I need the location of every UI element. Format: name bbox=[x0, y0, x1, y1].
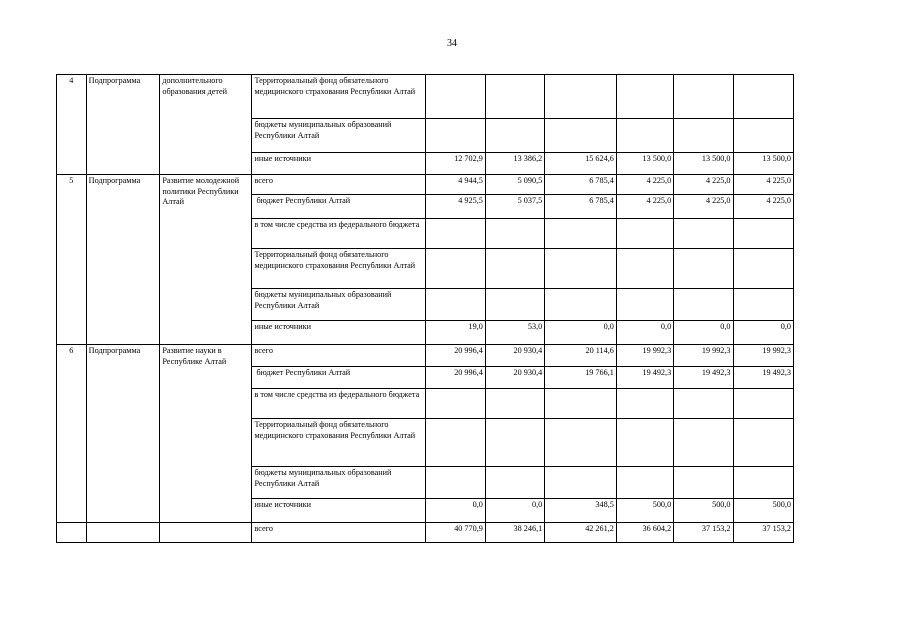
value-cell bbox=[616, 467, 673, 499]
value-cell bbox=[426, 419, 485, 467]
value-cell: 13 500,0 bbox=[674, 153, 733, 175]
value-cell: 4 944,5 bbox=[426, 175, 485, 195]
row-type bbox=[86, 523, 160, 543]
value-cell bbox=[674, 467, 733, 499]
source-label: иные источники bbox=[252, 321, 426, 345]
value-cell bbox=[674, 249, 733, 289]
source-label: бюджет Республики Алтай bbox=[252, 195, 426, 219]
value-cell: 20 930,4 bbox=[485, 345, 544, 367]
value-cell: 20 930,4 bbox=[485, 367, 544, 389]
value-cell bbox=[674, 389, 733, 419]
value-cell bbox=[616, 75, 673, 119]
value-cell: 19 492,3 bbox=[674, 367, 733, 389]
value-cell: 13 500,0 bbox=[616, 153, 673, 175]
value-cell bbox=[616, 249, 673, 289]
value-cell: 36 604,2 bbox=[616, 523, 673, 543]
value-cell: 500,0 bbox=[616, 499, 673, 523]
value-cell: 37 153,2 bbox=[733, 523, 793, 543]
value-cell: 19 992,3 bbox=[733, 345, 793, 367]
value-cell bbox=[733, 389, 793, 419]
value-cell bbox=[616, 419, 673, 467]
value-cell: 38 246,1 bbox=[485, 523, 544, 543]
page-number: 34 bbox=[447, 38, 457, 49]
subprogram-name bbox=[160, 523, 252, 543]
value-cell bbox=[485, 289, 544, 321]
value-cell: 13 386,2 bbox=[485, 153, 544, 175]
value-cell: 19 992,3 bbox=[616, 345, 673, 367]
value-cell bbox=[674, 75, 733, 119]
value-cell: 4 225,0 bbox=[674, 195, 733, 219]
value-cell: 4 225,0 bbox=[674, 175, 733, 195]
value-cell: 0,0 bbox=[545, 321, 617, 345]
subprogram-name: Развитие молодежной политики Республики Алтай bbox=[160, 175, 252, 345]
value-cell: 19 492,3 bbox=[733, 367, 793, 389]
value-cell bbox=[545, 119, 617, 153]
row-number: 6 bbox=[57, 345, 87, 523]
value-cell: 500,0 bbox=[733, 499, 793, 523]
source-label: бюджеты муниципальных образований Республики Алтай bbox=[252, 467, 426, 499]
value-cell bbox=[545, 289, 617, 321]
value-cell: 348,5 bbox=[545, 499, 617, 523]
value-cell: 19,0 bbox=[426, 321, 485, 345]
source-label: иные источники bbox=[252, 153, 426, 175]
value-cell bbox=[545, 249, 617, 289]
value-cell: 12 702,9 bbox=[426, 153, 485, 175]
table-row bbox=[57, 345, 794, 367]
value-cell: 4 225,0 bbox=[616, 195, 673, 219]
row-type: Подпрограмма bbox=[86, 75, 160, 175]
value-cell: 20 996,4 bbox=[426, 345, 485, 367]
value-cell: 20 996,4 bbox=[426, 367, 485, 389]
value-cell: 40 770,9 bbox=[426, 523, 485, 543]
source-label: Территориальный фонд обязательного медицинского страхования Республики Алтай bbox=[252, 419, 426, 467]
value-cell: 0,0 bbox=[674, 321, 733, 345]
table-row bbox=[57, 75, 794, 119]
value-cell bbox=[733, 119, 793, 153]
value-cell bbox=[426, 219, 485, 249]
source-label: бюджеты муниципальных образований Республики Алтай bbox=[252, 119, 426, 153]
source-label: Территориальный фонд обязательного медицинского страхования Республики Алтай bbox=[252, 249, 426, 289]
value-cell bbox=[545, 75, 617, 119]
value-cell: 42 261,2 bbox=[545, 523, 617, 543]
value-cell bbox=[616, 119, 673, 153]
value-cell bbox=[674, 119, 733, 153]
value-cell bbox=[733, 219, 793, 249]
row-type: Подпрограмма bbox=[86, 175, 160, 345]
value-cell bbox=[616, 389, 673, 419]
value-cell: 4 225,0 bbox=[733, 175, 793, 195]
value-cell: 0,0 bbox=[733, 321, 793, 345]
value-cell bbox=[426, 75, 485, 119]
value-cell bbox=[674, 219, 733, 249]
value-cell bbox=[733, 419, 793, 467]
value-cell: 5 037,5 bbox=[485, 195, 544, 219]
value-cell bbox=[485, 75, 544, 119]
value-cell bbox=[485, 389, 544, 419]
value-cell: 4 225,0 bbox=[733, 195, 793, 219]
source-label: всего bbox=[252, 175, 426, 195]
value-cell bbox=[426, 389, 485, 419]
value-cell bbox=[426, 249, 485, 289]
value-cell: 0,0 bbox=[426, 499, 485, 523]
source-label: иные источники bbox=[252, 499, 426, 523]
row-type: Подпрограмма bbox=[86, 345, 160, 523]
value-cell: 37 153,2 bbox=[674, 523, 733, 543]
value-cell: 500,0 bbox=[674, 499, 733, 523]
value-cell bbox=[485, 467, 544, 499]
value-cell bbox=[426, 467, 485, 499]
value-cell: 0,0 bbox=[616, 321, 673, 345]
value-cell bbox=[616, 289, 673, 321]
value-cell: 0,0 bbox=[485, 499, 544, 523]
value-cell bbox=[485, 249, 544, 289]
value-cell bbox=[426, 119, 485, 153]
value-cell: 4 225,0 bbox=[616, 175, 673, 195]
value-cell bbox=[733, 249, 793, 289]
source-label: бюджеты муниципальных образований Республики Алтай bbox=[252, 289, 426, 321]
value-cell: 6 785,4 bbox=[545, 175, 617, 195]
value-cell bbox=[485, 419, 544, 467]
source-label: всего bbox=[252, 345, 426, 367]
value-cell: 20 114,6 bbox=[545, 345, 617, 367]
value-cell: 19 492,3 bbox=[616, 367, 673, 389]
budget-table bbox=[56, 74, 794, 543]
value-cell bbox=[545, 389, 617, 419]
value-cell bbox=[485, 119, 544, 153]
value-cell bbox=[674, 419, 733, 467]
value-cell bbox=[733, 75, 793, 119]
value-cell: 4 925,5 bbox=[426, 195, 485, 219]
value-cell bbox=[545, 419, 617, 467]
source-label: в том числе средства из федерального бюджета bbox=[252, 219, 426, 249]
value-cell: 6 785,4 bbox=[545, 195, 617, 219]
subprogram-name: Развитие науки в Республике Алтай bbox=[160, 345, 252, 523]
row-number: 4 bbox=[57, 75, 87, 175]
table-row bbox=[57, 175, 794, 195]
value-cell: 19 766,1 bbox=[545, 367, 617, 389]
subprogram-name: дополнительного образования детей bbox=[160, 75, 252, 175]
source-label: всего bbox=[252, 523, 426, 543]
source-label: в том числе средства из федерального бюджета bbox=[252, 389, 426, 419]
value-cell: 53,0 bbox=[485, 321, 544, 345]
value-cell bbox=[733, 467, 793, 499]
value-cell bbox=[674, 289, 733, 321]
value-cell: 5 090,5 bbox=[485, 175, 544, 195]
value-cell bbox=[733, 289, 793, 321]
value-cell: 15 624,6 bbox=[545, 153, 617, 175]
row-number bbox=[57, 523, 87, 543]
value-cell: 19 992,3 bbox=[674, 345, 733, 367]
value-cell bbox=[616, 219, 673, 249]
source-label: Территориальный фонд обязательного медицинского страхования Республики Алтай bbox=[252, 75, 426, 119]
row-number: 5 bbox=[57, 175, 87, 345]
value-cell bbox=[545, 219, 617, 249]
value-cell: 13 500,0 bbox=[733, 153, 793, 175]
value-cell bbox=[545, 467, 617, 499]
table-row bbox=[57, 523, 794, 543]
value-cell bbox=[426, 289, 485, 321]
value-cell bbox=[485, 219, 544, 249]
source-label: бюджет Республики Алтай bbox=[252, 367, 426, 389]
